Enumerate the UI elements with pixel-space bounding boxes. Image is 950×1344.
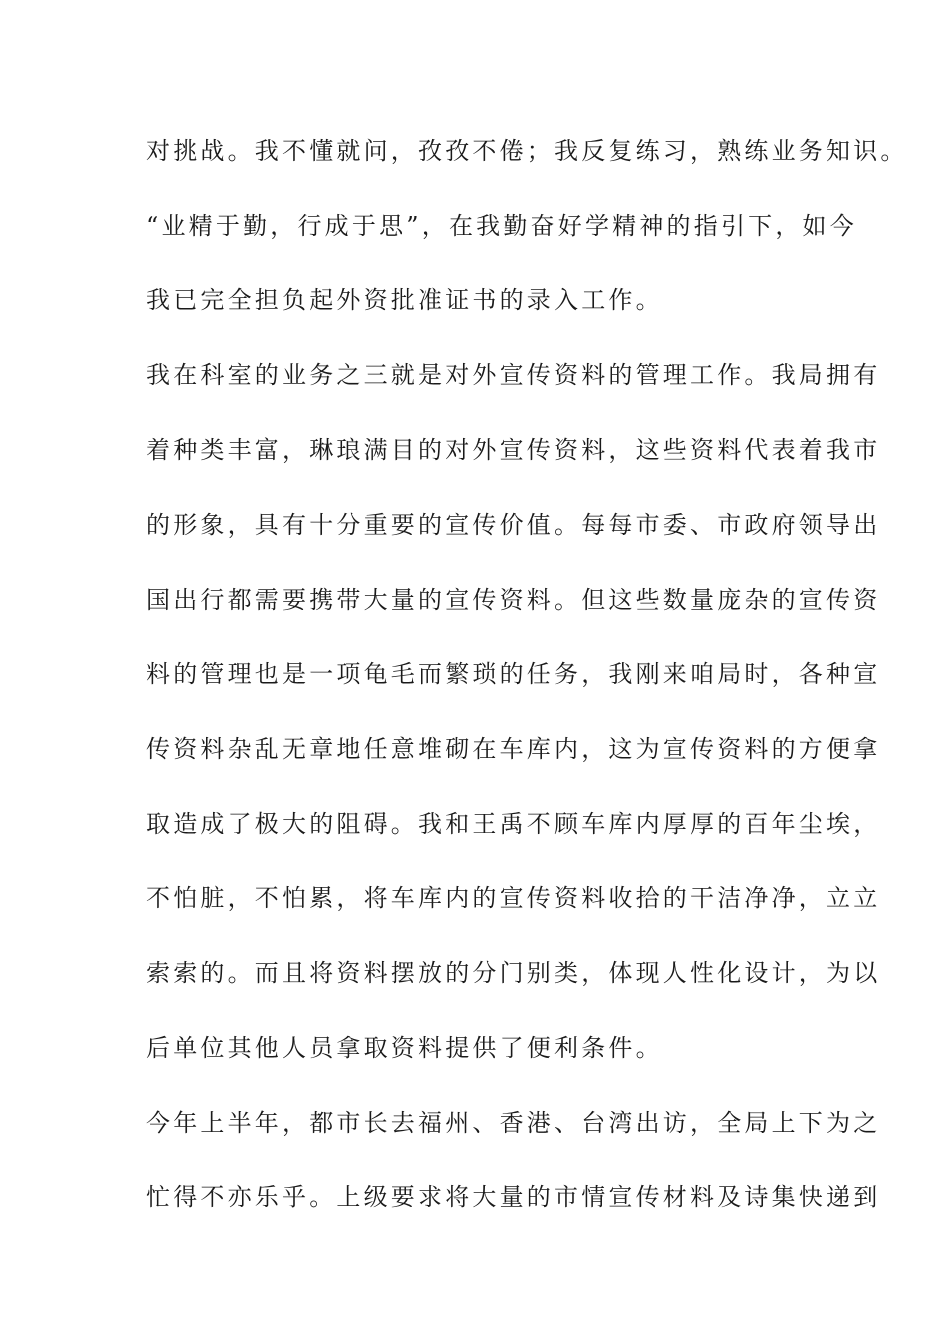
text-line: 我已完全担负起外资批准证书的录入工作。 <box>146 286 663 314</box>
text-line: 索索的。而且将资料摆放的分门别类，体现人性化设计，为以 <box>146 959 881 987</box>
text-line: 忙得不亦乐乎。上级要求将大量的市情宣传材料及诗集快递到 <box>146 1183 881 1211</box>
text-line: 的形象，具有十分重要的宣传价值。每每市委、市政府领导出 <box>146 511 881 539</box>
text-line: 国出行都需要携带大量的宣传资料。但这些数量庞杂的宣传资 <box>146 586 881 614</box>
text-line: 对挑战。我不懂就问，孜孜不倦；我反复练习，熟练业务知识。 <box>146 137 908 165</box>
text-line: 传资料杂乱无章地任意堆砌在车库内，这为宣传资料的方便拿 <box>146 735 881 763</box>
text-line: 我在科室的业务之三就是对外宣传资料的管理工作。我局拥有 <box>146 361 881 389</box>
text-line: “业精于勤，行成于思”，在我勤奋好学精神的指引下，如今 <box>146 212 857 240</box>
text-line: 不怕脏，不怕累，将车库内的宣传资料收拾的干洁净净，立立 <box>146 884 881 912</box>
text-line: 料的管理也是一项龟毛而繁琐的任务，我刚来咱局时，各种宣 <box>146 660 881 688</box>
text-line: 着种类丰富，琳琅满目的对外宣传资料，这些资料代表着我市 <box>146 436 881 464</box>
text-line: 后单位其他人员拿取资料提供了便利条件。 <box>146 1034 663 1062</box>
text-line: 今年上半年，都市长去福州、香港、台湾出访，全局上下为之 <box>146 1109 881 1137</box>
text-line: 取造成了极大的阻碍。我和王禹不顾车库内厚厚的百年尘埃， <box>146 810 881 838</box>
